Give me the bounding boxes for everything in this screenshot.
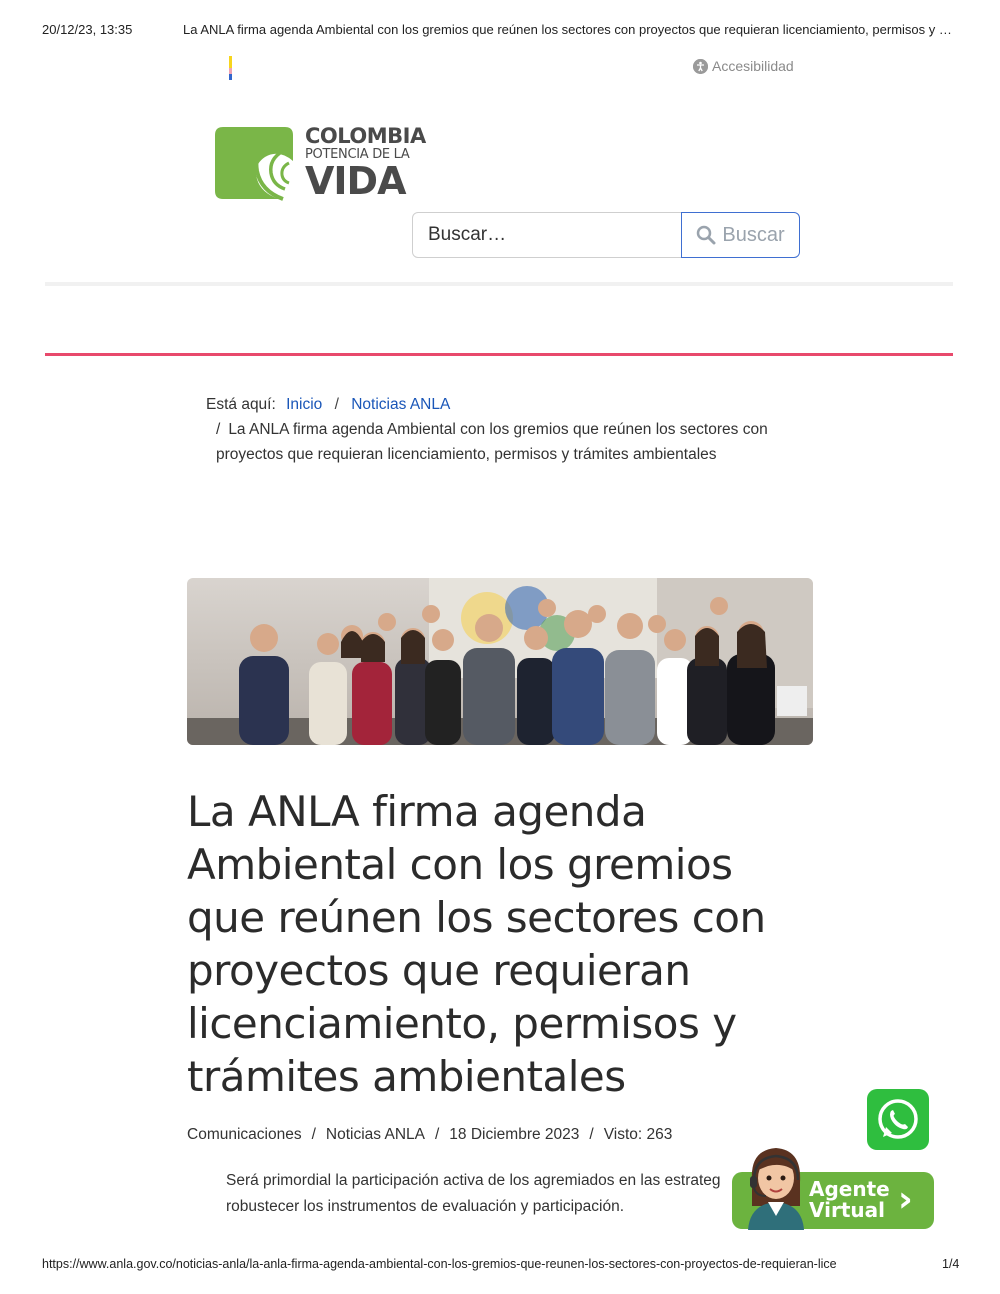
search-button[interactable] [681, 212, 800, 258]
print-footer-url: https://www.anla.gov.co/noticias-anla/la-anla-firma-agenda-ambiental-con-los-gremios-que-reunen-los-sectores-con-proyectos-de-requieran-lice [42, 1257, 837, 1271]
accessibility-label: Accesibilidad [712, 58, 794, 74]
print-page-number: 1/4 [942, 1257, 960, 1271]
virtual-agent-line-1: Agente [809, 1177, 890, 1201]
virtual-agent-line-2: Virtual [809, 1198, 885, 1222]
breadcrumb [206, 392, 796, 467]
breadcrumb-separator: / [334, 396, 339, 413]
lead-line-1: Será primordial la participación activa de los agremiados en las estrateg [226, 1172, 721, 1189]
whatsapp-icon [874, 1096, 922, 1144]
article-views: Visto: 263 [603, 1126, 673, 1143]
logo-line-2: POTENCIA DE LA [305, 147, 410, 162]
colombia-flag-bar [229, 56, 232, 80]
breadcrumb-prefix: Está aquí: [206, 396, 276, 413]
whatsapp-button[interactable] [867, 1089, 929, 1150]
accessibility-link[interactable] [693, 58, 794, 74]
colombia-logo-text [305, 124, 426, 203]
article-author[interactable]: Comunicaciones [187, 1126, 302, 1143]
breadcrumb-separator: / [216, 421, 221, 438]
accessibility-icon [693, 59, 708, 74]
print-page-title: La ANLA firma agenda Ambiental con los gremios que reúnen los sectores con proyectos que requieran licenciamiento, permisos y … [183, 22, 952, 37]
article-hero-photo[interactable] [187, 578, 813, 745]
article-lead [226, 1168, 786, 1220]
virtual-agent-label [809, 1179, 890, 1221]
breadcrumb-current: La ANLA firma agenda Ambiental con los gremios que reúnen los sectores con proyectos que requieran licenciamiento, permisos y trámites ambientales [216, 421, 768, 463]
search-button-label: Buscar [722, 223, 785, 246]
nav-accent-line [45, 353, 953, 356]
article-title: La ANLA firma agenda Ambiental con los gremios que reúnen los sectores con proyectos que requieran licenciamiento, permisos y trámites ambientales [187, 787, 766, 1101]
header-divider [45, 282, 953, 286]
logo-line-3: VIDA [305, 159, 406, 203]
lead-line-2: robustecer los instrumentos de evaluación y participación. [226, 1198, 625, 1215]
search-input[interactable]: Buscar… [412, 212, 682, 258]
article-date: 18 Diciembre 2023 [449, 1126, 580, 1143]
article-meta [187, 1126, 672, 1144]
search-icon [696, 225, 716, 245]
meta-separator: / [311, 1126, 316, 1143]
logo-line-1: COLOMBIA [305, 124, 426, 148]
article-category[interactable]: Noticias ANLA [325, 1126, 425, 1143]
breadcrumb-link-noticias[interactable]: Noticias ANLA [351, 396, 451, 413]
chevron-right-icon: › [898, 1179, 913, 1220]
breadcrumb-link-inicio[interactable]: Inicio [286, 396, 323, 413]
meta-separator: / [434, 1126, 440, 1143]
virtual-agent-avatar-icon [738, 1140, 812, 1230]
colombia-logo-mark[interactable] [213, 127, 295, 201]
print-datetime: 20/12/23, 13:35 [42, 22, 133, 37]
meta-separator: / [589, 1126, 594, 1143]
